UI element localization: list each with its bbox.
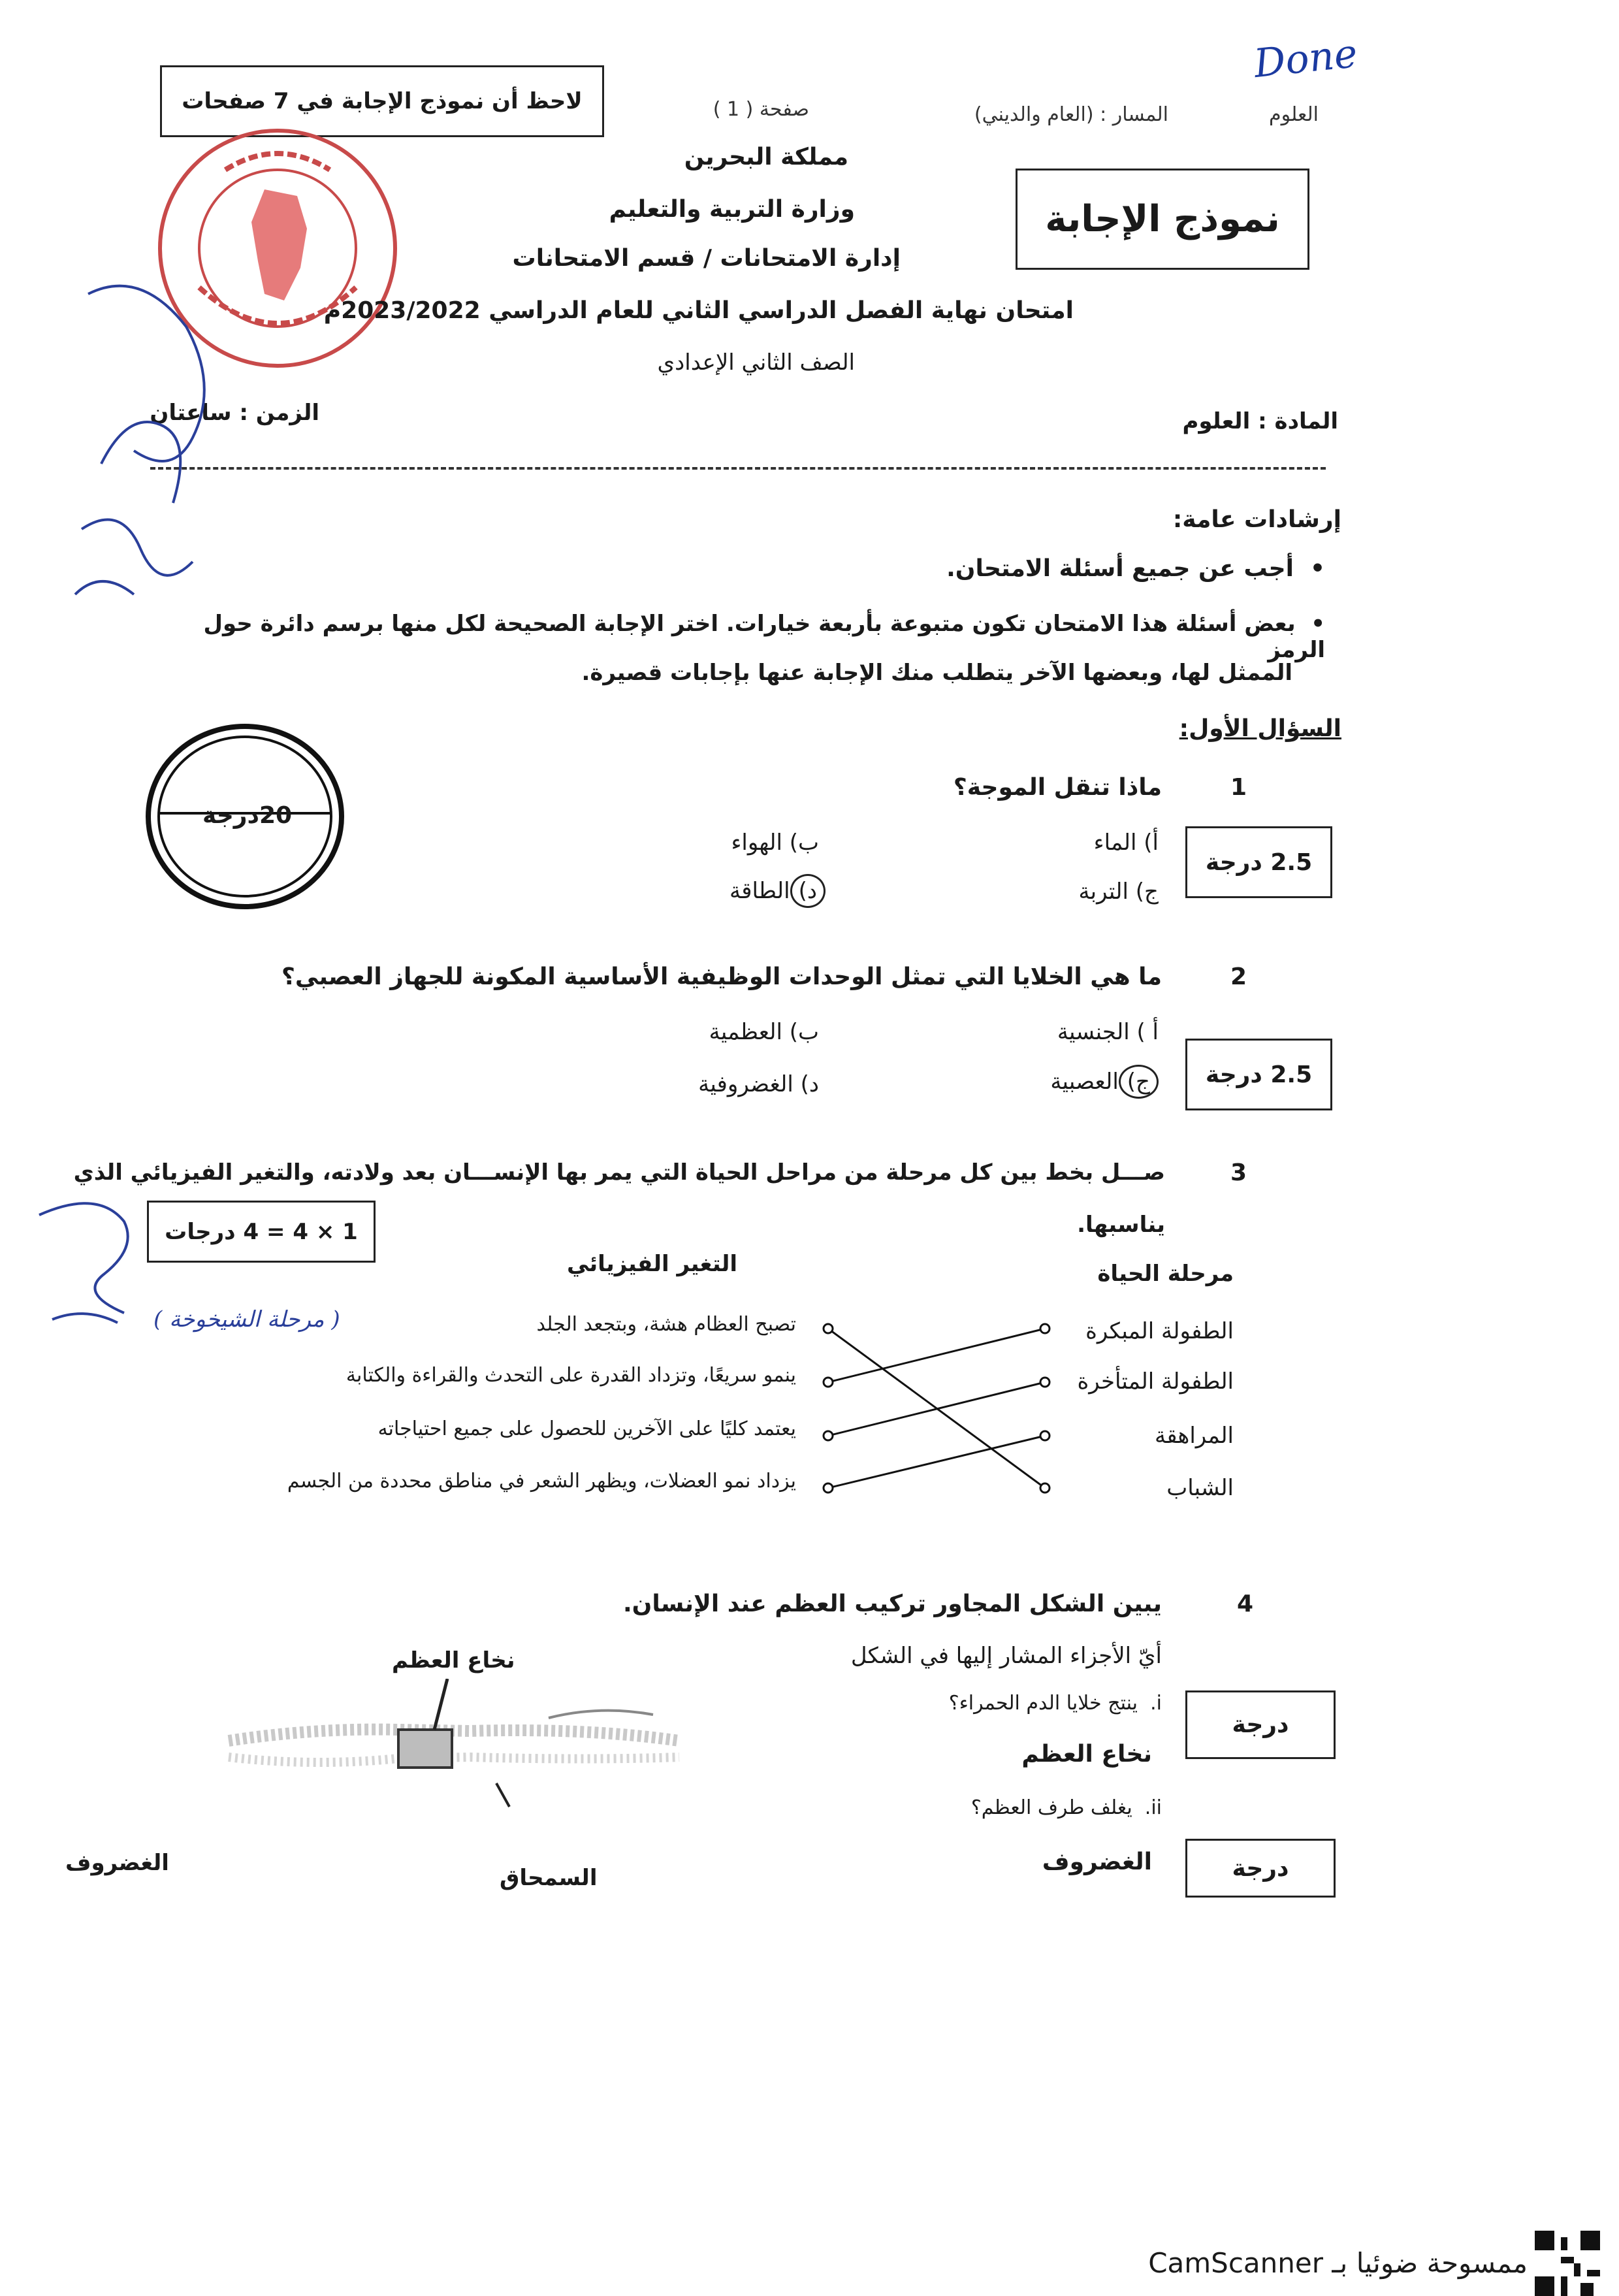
- instruction-item-2-cont: الممثل لها، وبعضها الآخر يتطلب منك الإجابة عنها بإجابات قصيرة.: [581, 660, 1292, 686]
- q4-ii-question: يغلف طرف العظم؟: [970, 1796, 1132, 1819]
- figure-label-marrow: نخاع العظم: [392, 1647, 515, 1673]
- answer-pages-note: لاحظ أن نموذج الإجابة في 7 صفحات: [160, 65, 604, 137]
- q2-option-c: [1050, 1065, 1159, 1099]
- figure-label-periosteum: السمحاق: [500, 1865, 598, 1891]
- q1-score-box: 2.5 درجة: [1185, 826, 1332, 898]
- q3-change-3: يعتمد كليًا على الآخرين للحصول على جميع احتياجاته: [377, 1417, 796, 1440]
- instructions-title: إرشادات عامة:: [1172, 506, 1341, 533]
- q2-circled-answer: ج): [1119, 1065, 1159, 1099]
- q1-option-d-text: الطاقة: [729, 878, 790, 904]
- signature-scribble: [62, 255, 264, 621]
- q4-i-answer: نخاع العظم: [1021, 1741, 1152, 1768]
- figure-label-cartilage: الغضروف: [65, 1850, 169, 1876]
- q4-ii-label: ii.: [1144, 1796, 1162, 1819]
- page-number: صفحة ( 1 ): [713, 98, 809, 121]
- q3-score-box: 1 × 4 = 4 درجات: [147, 1201, 376, 1263]
- q3-matching-lines: [784, 1300, 1084, 1509]
- instruction-item-2-text: بعض أسئلة هذا الامتحان تكون متبوعة بأربعة خيارات. اختر الإجابة الصحيحة لكل منها برسم دائرة حول الرمز: [203, 611, 1325, 663]
- q2-score-box: 2.5 درجة: [1185, 1039, 1332, 1110]
- q4-text: يبين الشكل المجاور تركيب العظم عند الإنسان.: [622, 1591, 1162, 1617]
- q3-stage-1: الطفولة المبكرة: [1085, 1318, 1234, 1344]
- q1-option-d: [729, 874, 826, 908]
- total-score: 20درجة: [202, 802, 293, 829]
- instruction-item-1-text: أجب عن جميع أسئلة الامتحان.: [946, 555, 1294, 582]
- bone-diagram: [183, 1679, 869, 1875]
- q3-number: 3: [1230, 1159, 1247, 1186]
- q3-change-2: ينمو سريعًا، وتزداد القدرة على التحدث والقراءة والكتابة: [345, 1364, 796, 1387]
- q1-number: 1: [1230, 774, 1247, 801]
- q3-text-line2: يناسبها.: [1077, 1212, 1165, 1238]
- q3-text-line1: صـــل بخط بين كل مرحلة من مراحل الحياة التي يمر بها الإنســـان بعد ولادته، والتغير الفيزيائي الذي: [73, 1159, 1165, 1186]
- q4-i: [949, 1692, 1162, 1715]
- q4-i-question: ينتج خلايا الدم الحمراء؟: [948, 1692, 1138, 1715]
- instruction-item-2: • بعض أسئلة هذا الامتحان تكون متبوعة بأربعة خيارات. اختر الإجابة الصحيحة لكل منها برسم دائرة حول الرمز: [203, 611, 1325, 663]
- q1-option-b: ب) الهواء: [731, 830, 819, 856]
- q2-option-c-text: العصبية: [1050, 1069, 1119, 1095]
- qr-code-icon: [1535, 2231, 1600, 2296]
- q4-subtext: أيّ الأجزاء المشار إليها في الشكل: [850, 1643, 1162, 1669]
- q2-number: 2: [1230, 963, 1247, 990]
- q3-handwritten-note: ( مرحلة الشيخوخة ): [153, 1306, 340, 1333]
- exam-title: امتحان نهاية الفصل الدراسي الثاني للعام الدراسي 2023/2022م: [323, 297, 1074, 324]
- q4-i-score-box: درجة: [1185, 1690, 1336, 1759]
- q3-column-change: التغير الفيزيائي: [567, 1251, 737, 1277]
- grader-scribble: [26, 1189, 163, 1339]
- q2-option-a: أ ) الجنسية: [1057, 1019, 1159, 1045]
- camscanner-footer: ممسوحة ضوئيا بـ CamScanner: [1148, 2247, 1528, 2279]
- q3-stage-4: الشباب: [1166, 1475, 1234, 1501]
- grade-label: الصف الثاني الإعدادي: [657, 349, 855, 376]
- q4-i-label: i.: [1150, 1692, 1162, 1715]
- instruction-item-1: • أجب عن جميع أسئلة الامتحان.: [946, 555, 1325, 582]
- q1-option-a: أ) الماء: [1093, 830, 1159, 856]
- q3-change-4: يزداد نمو العضلات، ويظهر الشعر في مناطق محددة من الجسم: [287, 1470, 796, 1493]
- q2-option-b: ب) العظمية: [709, 1019, 819, 1045]
- q4-ii: [971, 1796, 1162, 1819]
- q3-column-stage: مرحلة الحياة: [1097, 1261, 1234, 1287]
- done-handwritten-note: Done: [1251, 30, 1360, 88]
- ministry-name: وزارة التربية والتعليم: [609, 196, 855, 223]
- time-label: الزمن : ساعتان: [150, 400, 319, 426]
- subject-short: العلوم: [1269, 103, 1319, 126]
- q1-option-c: ج) التربة: [1078, 879, 1159, 905]
- q4-ii-score-box: درجة: [1185, 1839, 1336, 1898]
- q4-number: 4: [1236, 1591, 1253, 1617]
- q3-stage-2: الطفولة المتأخرة: [1077, 1368, 1234, 1395]
- answer-model-title: نموذج الإجابة: [1016, 169, 1309, 270]
- section-title: السؤال الأول:: [1179, 715, 1341, 742]
- kingdom-name: مملكة البحرين: [684, 144, 848, 170]
- header-divider: [150, 467, 1326, 470]
- q4-ii-answer: الغضروف: [1042, 1849, 1152, 1875]
- department-name: إدارة الامتحانات / قسم الامتحانات: [512, 245, 901, 272]
- q1-text: ماذا تنقل الموجة؟: [953, 774, 1162, 801]
- subject-label: المادة : العلوم: [1182, 408, 1338, 434]
- track-label: المسار : (العام والديني): [974, 103, 1168, 126]
- q2-text: ما هي الخلايا التي تمثل الوحدات الوظيفية الأساسية المكونة للجهاز العصبي؟: [281, 963, 1162, 990]
- q2-option-d: د) الغضروفية: [698, 1071, 819, 1097]
- q1-circled-answer: د): [790, 874, 826, 908]
- q3-stage-3: المراهقة: [1154, 1423, 1234, 1449]
- q3-change-1: تصبح العظام هشة، وبتجعد الجلد: [536, 1313, 796, 1336]
